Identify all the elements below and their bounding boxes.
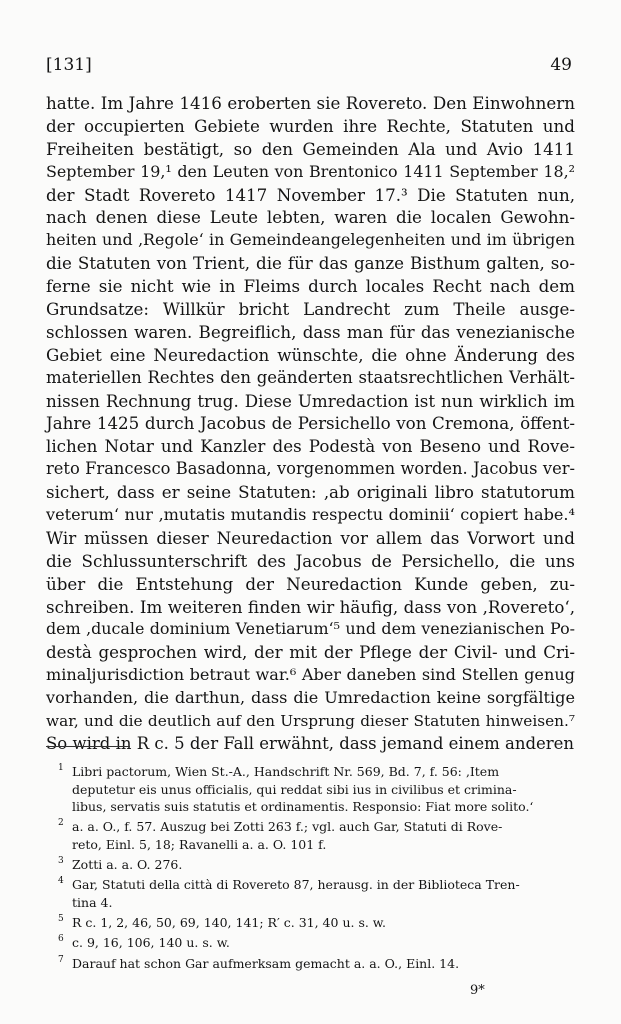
body-line: Wir müssen dieser Neuredaction vor allem das Vorwort und bbox=[46, 527, 575, 548]
footnote-line: c. 9, 16, 106, 140 u. s. w. bbox=[72, 935, 230, 951]
body-line: dem ‚ducale dominium Venetiarum‘⁵ und dem venezianischen Po- bbox=[46, 619, 575, 639]
footnote-number: 3 bbox=[58, 856, 64, 867]
body-text bbox=[46, 92, 575, 756]
body-line: war, und die deutlich auf den Ursprung dieser Statuten hinweisen.⁷ bbox=[46, 712, 575, 731]
body-line: veterum‘ nur ‚mutatis mutandis respectu dominii‘ copiert habe.⁴ bbox=[46, 505, 575, 525]
body-line: So wird in R c. 5 der Fall erwähnt, dass jemand einem anderen bbox=[46, 733, 575, 753]
body-line: destà gesprochen wird, der mit der Pflege der Civil- und Cri- bbox=[46, 642, 575, 663]
body-line: sichert, dass er seine Statuten: ‚ab originali libro statutorum bbox=[46, 482, 575, 503]
body-line: die Schlussunterschrift des Jacobus de Persichello, die uns bbox=[46, 550, 575, 571]
body-line: reto Francesco Basadonna, vorgenommen worden. Jacobus ver- bbox=[46, 459, 575, 479]
body-line: schlossen waren. Begreiflich, dass man für das venezianische bbox=[46, 321, 575, 342]
footnote-separator bbox=[46, 746, 130, 747]
footnote bbox=[46, 955, 575, 973]
footnote bbox=[46, 818, 575, 853]
body-line: Gebiet eine Neuredaction wünschte, die ohne Änderung des bbox=[46, 344, 575, 365]
footnote-line: Libri pactorum, Wien St.-A., Handschrift Nr. 569, Bd. 7, f. 56: ‚Item bbox=[72, 764, 500, 779]
body-line: Jahre 1425 durch Jacobus de Persichello von Cremona, öffent- bbox=[46, 413, 575, 434]
body-line: der Stadt Rovereto 1417 November 17.³ Die Statuten nun, bbox=[46, 184, 575, 205]
body-line: nach denen diese Leute lebten, waren die localen Gewohn- bbox=[46, 207, 575, 228]
body-line: hatte. Im Jahre 1416 eroberten sie Rovereto. Den Einwohnern bbox=[46, 93, 575, 113]
body-line: materiellen Rechtes den geänderten staatsrechtlichen Verhält- bbox=[46, 367, 575, 387]
footnote-line: Darauf hat schon Gar aufmerksam gemacht a. a. O., Einl. 14. bbox=[72, 955, 460, 971]
footnote bbox=[46, 763, 575, 816]
footnote bbox=[46, 934, 575, 952]
footnote bbox=[46, 876, 575, 911]
footnote-line: a. a. O., f. 57. Auszug bei Zotti 263 f.; vgl. auch Gar, Statuti di Rove- bbox=[72, 819, 503, 835]
footnotes bbox=[46, 763, 575, 975]
footnote-number: 5 bbox=[58, 914, 64, 925]
header-bracket-number: [131] bbox=[46, 55, 92, 75]
body-line: schreiben. Im weiteren finden wir häufig, dass von ‚Rovereto‘, bbox=[46, 596, 575, 617]
body-line: vorhanden, die darthun, dass die Umredaction keine sorgfältige bbox=[46, 688, 575, 708]
body-line: nissen Rechnung trug. Diese Umredaction ist nun wirklich im bbox=[46, 390, 575, 411]
footnote-number: 6 bbox=[58, 934, 64, 945]
footnote-number: 7 bbox=[58, 954, 64, 965]
footnote-line: deputetur eis unus officialis, qui reddat sibi ius in civilibus et crimina- bbox=[72, 781, 517, 797]
footnote-number: 1 bbox=[58, 763, 64, 773]
running-header bbox=[46, 55, 572, 77]
footnote-line: libus, servatis suis statutis et ordinamentis. Responsio: Fiat more solito.‘ bbox=[72, 799, 534, 815]
signature-mark: 9* bbox=[470, 983, 485, 998]
footnote-line: Zotti a. a. O. 276. bbox=[72, 857, 183, 873]
body-line: über die Entstehung der Neuredaction Kunde geben, zu- bbox=[46, 573, 575, 594]
footnote-number: 2 bbox=[58, 818, 64, 829]
footnote-line: tina 4. bbox=[72, 894, 113, 910]
body-line: Grundsatze: Willkür bricht Landrecht zum Theile ausge- bbox=[46, 299, 575, 320]
footnote-line: Gar, Statuti della città di Rovereto 87, herausg. in der Biblioteca Tren- bbox=[72, 877, 520, 893]
body-line: September 19,¹ den Leuten von Brentonico 1411 September 18,² bbox=[46, 161, 575, 181]
footnote-line: reto, Einl. 5, 18; Ravanelli a. a. O. 101 f. bbox=[72, 836, 327, 852]
body-line: die Statuten von Trient, die für das ganze Bisthum galten, so- bbox=[46, 253, 575, 274]
body-line: lichen Notar und Kanzler des Podestà von Beseno und Rove- bbox=[46, 436, 575, 457]
body-line: heiten und ‚Regole‘ in Gemeindeangelegenheiten und im übrigen bbox=[46, 230, 575, 250]
body-line: der occupierten Gebiete wurden ihre Rechte, Statuten und bbox=[46, 115, 575, 136]
footnote bbox=[46, 856, 575, 874]
footnote bbox=[46, 914, 575, 932]
footnote-line: R c. 1, 2, 46, 50, 69, 140, 141; R′ c. 31, 40 u. s. w. bbox=[72, 915, 386, 931]
body-line: minaljurisdiction betraut war.⁶ Aber daneben sind Stellen genug bbox=[46, 665, 575, 685]
body-line: Freiheiten bestätigt, so den Gemeinden Ala und Avio 1411 bbox=[46, 138, 575, 159]
footnote-number: 4 bbox=[58, 876, 64, 887]
body-line: ferne sie nicht wie in Fleims durch locales Recht nach dem bbox=[46, 276, 575, 297]
page-number: 49 bbox=[550, 55, 572, 75]
